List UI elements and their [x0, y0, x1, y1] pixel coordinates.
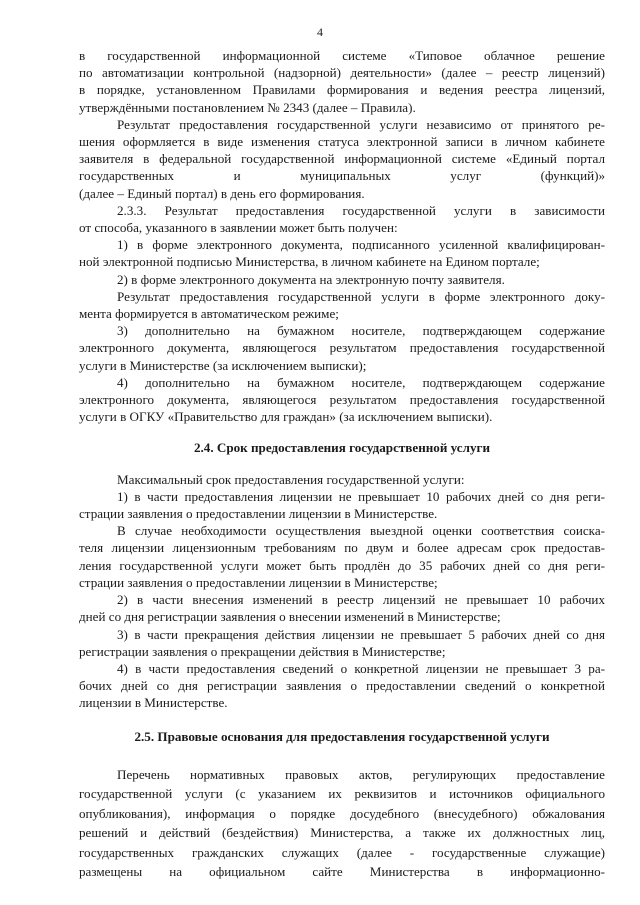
- text-line: решений и действий (бездействия) Министерства, а также их должностных лиц,: [79, 825, 605, 841]
- text-line: размещены на официальном сайте Министерства в информационно-: [79, 864, 605, 880]
- text-line: государственных и муниципальных услуг (функций)»: [79, 168, 605, 184]
- section-heading-2-5: 2.5. Правовые основания для предоставления государственной услуги: [134, 728, 550, 744]
- text-line: дней со дня регистрации заявления о внесении изменений в Министерстве;: [79, 609, 501, 625]
- text-line: ления государственной услуги может быть продлён до 35 рабочих дней со дня реги-: [79, 557, 605, 573]
- text-line: В случае необходимости осуществления выездной оценки соответствия соиска-: [117, 523, 605, 539]
- paragraph-intro: [79, 47, 605, 116]
- text-line: Максимальный срок предоставления государственной услуги:: [117, 471, 465, 487]
- text-line: лицензии в Министерстве.: [79, 695, 228, 711]
- text-line: утверждёнными постановлением № 2343 (далее – Правила).: [79, 99, 416, 115]
- section-2-4-body: [79, 471, 605, 712]
- text-line: услуги в Министерстве (за исключением выписки);: [79, 357, 367, 373]
- text-line: в государственной информационной системе «Типовое облачное решение: [79, 48, 605, 63]
- text-line: Результат предоставления государственной услуги независимо от принятого ре-: [117, 116, 605, 132]
- section-heading-2-4: 2.4. Срок предоставления государственной услуги: [193, 440, 490, 456]
- text-line: теля лицензии лицензионным требованиям по двум и более адресам срок предостав-: [79, 540, 605, 556]
- list-item-4: [79, 374, 605, 426]
- text-line: 4) дополнительно на бумажном носителе, подтверждающем содержание: [117, 374, 605, 390]
- text-line: от способа, указанного в заявлении может быть получен:: [79, 220, 398, 236]
- text-line: страции заявления о предоставлении лицензии в Министерстве;: [79, 574, 438, 590]
- text-line: 3) в части прекращения действия лицензии не превышает 5 рабочих дней со дня: [117, 626, 605, 642]
- text-line: ной электронной подписью Министерства, в личном кабинете на Едином портале;: [79, 254, 540, 270]
- paragraph-auto-form: [79, 288, 605, 322]
- text-line: 3) дополнительно на бумажном носителе, подтверждающем содержание: [117, 323, 605, 339]
- text-line: государственной услуги (с указанием их реквизитов и источников официального: [79, 786, 605, 802]
- section-2-5-body: [79, 765, 605, 882]
- text-line: мента формируется в автоматическом режиме;: [79, 306, 339, 322]
- document-body: [79, 47, 605, 882]
- text-line: (далее – Единый портал) в день его формирования.: [79, 185, 365, 201]
- text-line: 2) в части внесения изменений в реестр лицензий не превышает 10 рабочих: [117, 592, 605, 608]
- list-item-3: [79, 322, 605, 374]
- text-line: регистрации заявления о прекращении действия в Министерстве;: [79, 643, 446, 659]
- text-line: по автоматизации контрольной (надзорной) деятельности» (далее – реестр лицензий): [79, 65, 605, 81]
- paragraph-clause-2-3-3: [79, 202, 605, 236]
- list-item-1: [79, 236, 605, 270]
- text-line: 4) в части предоставления сведений о конкретной лицензии не превышает 3 ра-: [117, 660, 605, 676]
- paragraph-result-status: [79, 116, 605, 202]
- text-line: заявителя в федеральной государственной информационной системе «Единый портал: [79, 151, 605, 167]
- list-item-2: [79, 271, 605, 288]
- text-line: опубликования), информация о порядке досудебного (внесудебного) обжалования: [79, 805, 605, 821]
- text-line: электронного документа, являющегося результатом предоставления государственной: [79, 340, 605, 356]
- text-line: услуги в ОГКУ «Правительство для граждан» (за исключением выписки).: [79, 409, 493, 425]
- text-line: 2.3.3. Результат предоставления государственной услуги в зависимости: [117, 202, 605, 218]
- text-line: в порядке, установленном Правилами формирования и ведения реестра лицензий,: [79, 82, 605, 98]
- text-line: шения оформляется в виде изменения статуса электронной записи в личном кабинете: [79, 134, 605, 150]
- text-line: электронного документа, являющегося результатом предоставления государственной: [79, 392, 605, 408]
- text-line: Перечень нормативных правовых актов, регулирующих предоставление: [117, 766, 605, 782]
- text-line: страции заявления о предоставлении лицензии в Министерстве.: [79, 506, 438, 522]
- text-line: 2) в форме электронного документа на электронную почту заявителя.: [117, 271, 505, 287]
- page-number: 4: [317, 25, 323, 39]
- text-line: Результат предоставления государственной услуги в форме электронного доку-: [117, 288, 605, 304]
- text-line: 1) в части предоставления лицензии не превышает 10 рабочих дней со дня реги-: [117, 488, 605, 504]
- text-line: 1) в форме электронного документа, подписанного усиленной квалифицирован-: [117, 237, 605, 253]
- text-line: бочих дней со дня регистрации заявления о предоставлении сведений о конкретной: [79, 678, 605, 694]
- text-line: государственных гражданских служащих (далее - государственные служащие): [79, 844, 605, 860]
